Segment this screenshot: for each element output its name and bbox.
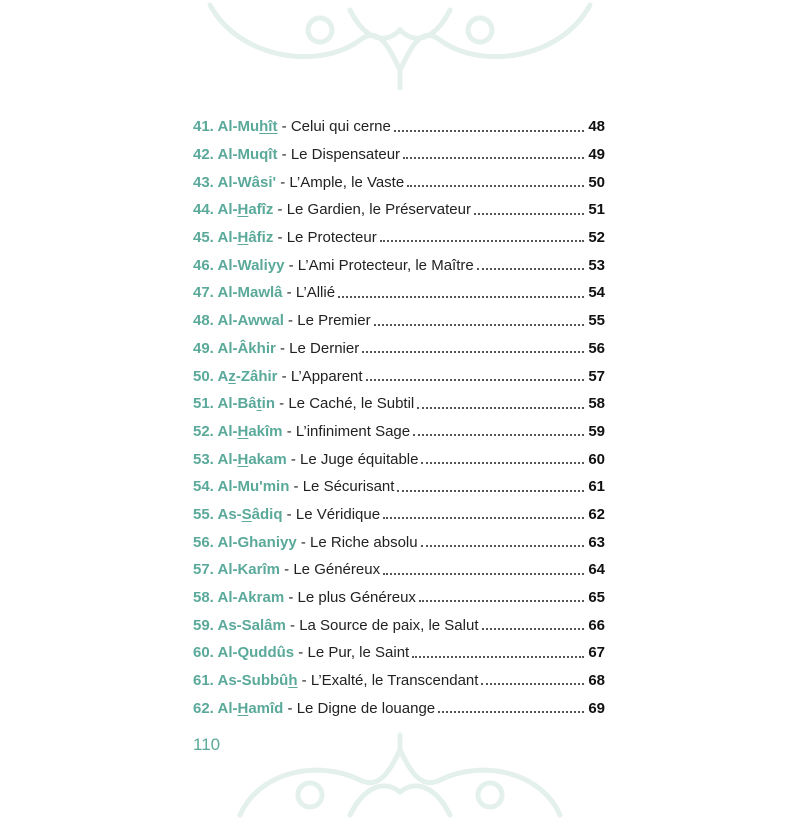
toc-entry[interactable]	[193, 251, 605, 279]
entry-translation: Le Premier	[297, 312, 371, 330]
dot-leader	[413, 433, 584, 436]
entry-page-number: 67	[588, 644, 605, 662]
toc-entry[interactable]	[193, 362, 605, 390]
entry-name-underlined-part: t	[256, 395, 262, 413]
entry-page-number: 55	[588, 312, 605, 330]
entry-number: 54.	[193, 478, 214, 496]
entry-name-part: in	[261, 395, 275, 413]
entry-name-part: Al-Muqît	[217, 146, 278, 164]
toc-entry[interactable]	[193, 528, 605, 556]
dot-leader	[438, 710, 584, 713]
entry-number: 41.	[193, 118, 214, 136]
entry-number: 53.	[193, 450, 214, 468]
entry-separator: -	[294, 644, 308, 662]
dot-leader	[417, 406, 584, 409]
toc-entry[interactable]	[193, 445, 605, 473]
entry-separator: -	[282, 422, 296, 440]
entry-page-number: 68	[588, 672, 605, 690]
entry-number: 62.	[193, 699, 214, 717]
dot-leader	[477, 267, 584, 270]
entry-separator: -	[297, 672, 311, 690]
toc-entry[interactable]	[193, 473, 605, 501]
toc-entry[interactable]	[193, 667, 605, 695]
entry-page-number: 62	[588, 505, 605, 523]
entry-name-part: As-Subbû	[217, 672, 289, 690]
entry-separator: -	[283, 312, 298, 330]
entry-number: 49.	[193, 339, 214, 357]
entry-translation: L’Ami Protecteur, le Maître	[297, 256, 474, 274]
toc-entry[interactable]	[193, 556, 605, 584]
entry-arabic-name	[193, 589, 284, 606]
entry-page-number: 56	[588, 339, 605, 357]
entry-page-number: 57	[588, 367, 605, 385]
entry-translation: L’Ample, le Vaste	[289, 173, 405, 191]
entry-number: 60.	[193, 644, 214, 662]
toc-entry[interactable]	[193, 501, 605, 529]
entry-translation: Le plus Généreux	[297, 589, 416, 607]
toc-entry[interactable]	[193, 279, 605, 307]
entry-name-part: Al-Waliyy	[217, 256, 285, 274]
entry-name-part: Al-Mawlâ	[217, 284, 283, 302]
entry-separator: -	[277, 146, 291, 164]
dot-leader	[403, 156, 584, 159]
entry-number: 51.	[193, 395, 214, 413]
toc-entry[interactable]	[193, 390, 605, 418]
entry-name-part: As-	[217, 505, 242, 523]
entry-name-part: Al-Karîm	[217, 561, 280, 579]
entry-name-part: âdiq	[251, 505, 283, 523]
entry-translation: Celui qui cerne	[290, 118, 391, 136]
entry-name-underlined-part: H	[237, 201, 249, 219]
toc-entry[interactable]	[193, 418, 605, 446]
entry-arabic-name	[193, 118, 277, 135]
dot-leader	[412, 655, 584, 658]
entry-translation: Le Généreux	[293, 561, 381, 579]
entry-name-underlined-part: z	[228, 367, 236, 385]
entry-arabic-name	[193, 201, 273, 218]
entry-name-underlined-part: H	[237, 699, 249, 717]
entry-page-number: 58	[588, 395, 605, 413]
entry-translation: Le Gardien, le Préservateur	[286, 201, 471, 219]
entry-arabic-name	[193, 534, 297, 551]
dot-leader	[407, 184, 584, 187]
dot-leader	[383, 572, 584, 575]
dot-leader	[397, 489, 584, 492]
table-of-contents	[193, 113, 605, 722]
entry-page-number: 65	[588, 589, 605, 607]
toc-entry[interactable]	[193, 307, 605, 335]
entry-name-underlined-part: S	[241, 505, 252, 523]
entry-page-number: 61	[588, 478, 605, 496]
entry-page-number: 54	[588, 284, 605, 302]
entry-name-part: Al-Ghaniyy	[217, 533, 297, 551]
entry-name-part: Al-Akram	[217, 589, 285, 607]
entry-number: 55.	[193, 505, 214, 523]
entry-number: 61.	[193, 672, 214, 690]
entry-separator: -	[286, 450, 301, 468]
dot-leader	[366, 378, 584, 381]
entry-translation: L’Apparent	[290, 367, 363, 385]
entry-name-part: Al-Awwal	[217, 312, 284, 330]
entry-translation: Le Dernier	[289, 339, 360, 357]
entry-arabic-name	[193, 617, 286, 634]
entry-page-number: 60	[588, 450, 605, 468]
entry-arabic-name	[193, 644, 294, 661]
entry-arabic-name	[193, 506, 283, 523]
entry-name-part: Al-Mu'min	[217, 478, 290, 496]
entry-name-part: Al-Mu	[217, 118, 260, 136]
entry-arabic-name	[193, 368, 278, 385]
entry-arabic-name	[193, 146, 277, 163]
entry-separator: -	[296, 533, 311, 551]
entry-translation: Le Caché, le Subtil	[288, 395, 415, 413]
top-ornament	[200, 0, 600, 90]
entry-separator: -	[280, 561, 294, 579]
entry-name-underlined-part: H	[237, 229, 249, 247]
entry-name-part: afîz	[248, 201, 274, 219]
entry-arabic-name	[193, 257, 284, 274]
entry-name-part: akam	[248, 450, 287, 468]
entry-separator: -	[283, 699, 297, 717]
dot-leader	[374, 323, 584, 326]
entry-page-number: 69	[588, 699, 605, 717]
entry-translation: Le Juge équitable	[300, 450, 419, 468]
entry-name-part: Al-Wâsi'	[217, 173, 277, 191]
entry-arabic-name	[193, 229, 273, 246]
toc-entry[interactable]	[193, 196, 605, 224]
entry-page-number: 66	[588, 616, 605, 634]
entry-number: 45.	[193, 229, 214, 247]
entry-separator: -	[275, 339, 290, 357]
toc-entry[interactable]	[193, 168, 605, 196]
entry-name-part: -Zâhir	[235, 367, 278, 385]
entry-arabic-name	[193, 395, 275, 412]
toc-entry[interactable]	[193, 141, 605, 169]
entry-name-part: akîm	[248, 422, 283, 440]
entry-translation: Le Véridique	[295, 505, 381, 523]
entry-translation: Le Sécurisant	[302, 478, 395, 496]
entry-translation: L’Exalté, le Transcendant	[310, 672, 479, 690]
entry-name-part: Al-Quddûs	[217, 644, 295, 662]
entry-arabic-name	[193, 561, 280, 578]
entry-name-part: Al-	[217, 699, 238, 717]
entry-translation: Le Riche absolu	[310, 533, 418, 551]
entry-number: 58.	[193, 589, 214, 607]
toc-entry[interactable]	[193, 611, 605, 639]
entry-arabic-name	[193, 672, 297, 689]
toc-entry[interactable]	[193, 113, 605, 141]
entry-separator: -	[282, 284, 296, 302]
entry-number: 57.	[193, 561, 214, 579]
entry-name-underlined-part: H	[237, 422, 249, 440]
entry-separator: -	[277, 118, 291, 136]
entry-separator: -	[273, 201, 287, 219]
entry-page-number: 63	[588, 533, 605, 551]
entry-separator: -	[275, 395, 289, 413]
entry-name-underlined-part: H	[237, 450, 249, 468]
entry-page-number: 48	[588, 118, 605, 136]
entry-number: 59.	[193, 616, 214, 634]
entry-page-number: 50	[588, 173, 605, 191]
entry-translation: Le Dispensateur	[290, 146, 401, 164]
dot-leader	[421, 461, 584, 464]
entry-name-part: amîd	[248, 699, 284, 717]
entry-name-underlined-part: hît	[259, 118, 278, 136]
dot-leader	[394, 129, 584, 132]
dot-leader	[380, 239, 584, 242]
entry-number: 46.	[193, 256, 214, 274]
entry-number: 43.	[193, 173, 214, 191]
entry-name-part: A	[217, 367, 229, 385]
entry-separator: -	[289, 478, 303, 496]
dot-leader	[482, 627, 585, 630]
page-number: 110	[193, 735, 221, 754]
entry-arabic-name	[193, 700, 283, 717]
entry-page-number: 51	[588, 201, 605, 219]
toc-entry[interactable]	[193, 694, 605, 722]
entry-separator: -	[282, 505, 296, 523]
entry-translation: La Source de paix, le Salut	[299, 616, 479, 634]
entry-name-part: Al-	[217, 450, 238, 468]
bottom-ornament	[200, 730, 600, 820]
entry-translation: L’Allié	[295, 284, 336, 302]
entry-name-part: Al-	[217, 201, 238, 219]
toc-entry[interactable]	[193, 639, 605, 667]
entry-number: 50.	[193, 367, 214, 385]
dot-leader	[383, 516, 584, 519]
entry-page-number: 64	[588, 561, 605, 579]
entry-number: 48.	[193, 312, 214, 330]
entry-translation: L’infiniment Sage	[295, 422, 411, 440]
entry-name-part: Al-	[217, 422, 238, 440]
toc-entry[interactable]	[193, 584, 605, 612]
entry-name-part: âfiz	[248, 229, 274, 247]
entry-separator: -	[277, 367, 291, 385]
entry-number: 42.	[193, 146, 214, 164]
toc-entry[interactable]	[193, 335, 605, 363]
entry-name-part: Al-	[217, 229, 238, 247]
entry-page-number: 49	[588, 146, 605, 164]
entry-name-underlined-part: h	[288, 672, 298, 690]
entry-translation: Le Digne de louange	[296, 699, 436, 717]
entry-arabic-name	[193, 284, 283, 301]
dot-leader	[338, 295, 584, 298]
dot-leader	[474, 212, 584, 215]
entry-separator: -	[284, 589, 298, 607]
entry-name-part: Al-Âkhir	[217, 339, 276, 357]
dot-leader	[481, 682, 584, 685]
entry-translation: Le Pur, le Saint	[307, 644, 410, 662]
entry-arabic-name	[193, 312, 284, 329]
entry-number: 44.	[193, 201, 214, 219]
entry-arabic-name	[193, 478, 289, 495]
entry-name-part: As-Salâm	[217, 616, 286, 634]
entry-arabic-name	[193, 451, 287, 468]
entry-number: 56.	[193, 533, 214, 551]
entry-separator: -	[285, 616, 300, 634]
entry-page-number: 52	[588, 229, 605, 247]
entry-separator: -	[276, 173, 290, 191]
entry-name-part: Al-Bâ	[217, 395, 257, 413]
entry-page-number: 59	[588, 422, 605, 440]
entry-number: 52.	[193, 422, 214, 440]
entry-separator: -	[284, 256, 298, 274]
entry-number: 47.	[193, 284, 214, 302]
entry-separator: -	[273, 229, 287, 247]
toc-entry[interactable]	[193, 224, 605, 252]
dot-leader	[419, 599, 584, 602]
entry-arabic-name	[193, 423, 283, 440]
entry-arabic-name	[193, 340, 276, 357]
entry-translation: Le Protecteur	[286, 229, 377, 247]
dot-leader	[362, 350, 584, 353]
entry-page-number: 53	[588, 256, 605, 274]
dot-leader	[421, 544, 584, 547]
entry-arabic-name	[193, 174, 276, 191]
